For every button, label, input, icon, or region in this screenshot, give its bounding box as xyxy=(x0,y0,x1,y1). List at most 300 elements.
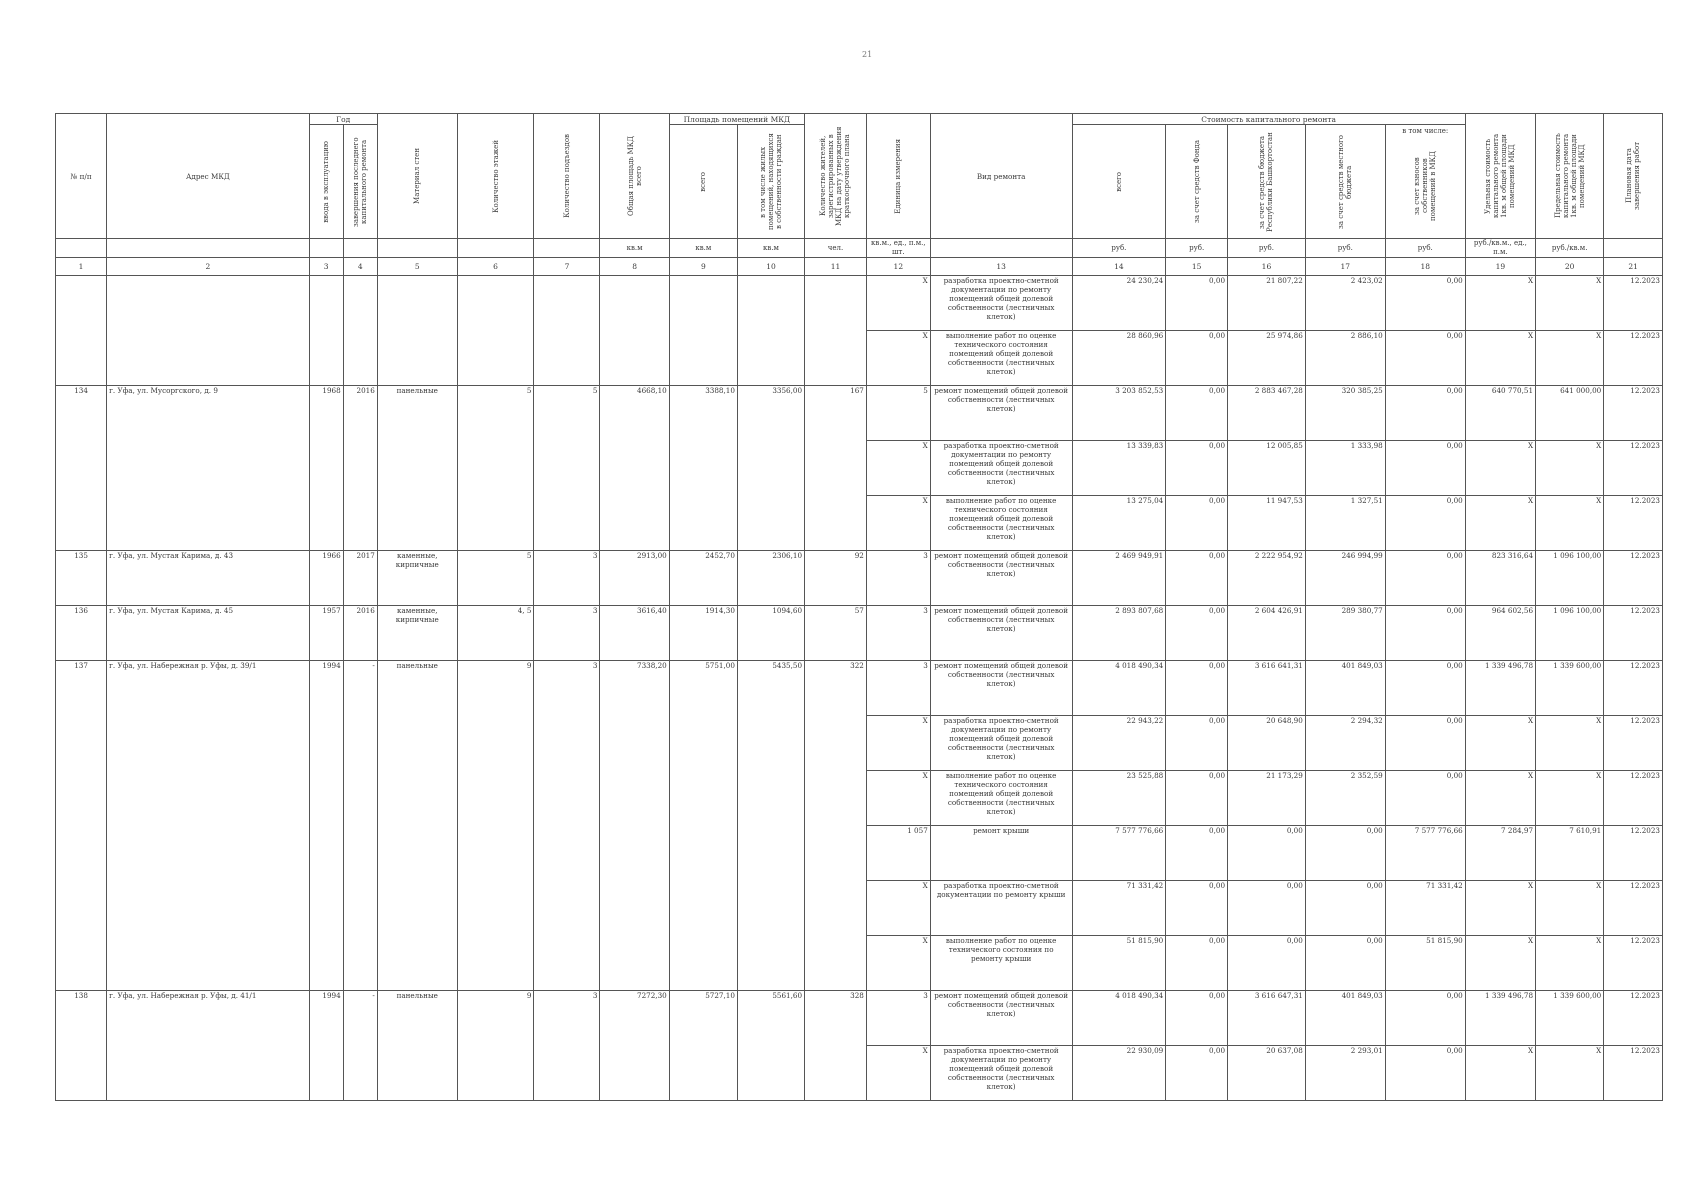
wall-material-cell xyxy=(377,331,457,386)
unit-measure-cell: X xyxy=(866,771,930,826)
unit-measure-cell: X xyxy=(866,276,930,331)
cost-owners-cell: 0,00 xyxy=(1385,496,1465,551)
area-total-cell xyxy=(669,881,737,936)
year-last-repair-cell xyxy=(343,936,377,991)
cost-total-cell: 71 331,42 xyxy=(1072,881,1166,936)
unit-measure-cell: X xyxy=(866,716,930,771)
work-type-cell: выполнение работ по оценке технического состояния помещений общей долевой собственности (лестничных клеток) xyxy=(930,331,1072,386)
wall-material-cell xyxy=(377,771,457,826)
wall-material-cell xyxy=(377,716,457,771)
cost-republic-cell: 3 616 641,31 xyxy=(1228,661,1306,716)
total-area-cell xyxy=(600,881,669,936)
year-last-repair-cell xyxy=(343,276,377,331)
area-residential-cell: 2306,10 xyxy=(737,551,804,606)
total-area-cell: 7272,30 xyxy=(600,991,669,1046)
cost-local-cell: 401 849,03 xyxy=(1305,661,1385,716)
year-last-repair-cell xyxy=(343,331,377,386)
area-residential-cell xyxy=(737,331,804,386)
planned-date-cell: 12.2023 xyxy=(1604,551,1663,606)
year-last-repair-cell xyxy=(343,881,377,936)
header-unit-measure: Единица измерения xyxy=(866,114,930,239)
floors-cell xyxy=(457,936,534,991)
cost-republic-cell: 2 883 467,28 xyxy=(1228,386,1306,441)
cost-local-cell: 2 423,02 xyxy=(1305,276,1385,331)
wall-material-cell: панельные xyxy=(377,991,457,1046)
cost-republic-cell: 21 173,29 xyxy=(1228,771,1306,826)
specific-cost-cell: X xyxy=(1465,276,1535,331)
work-type-cell: ремонт помещений общей долевой собственности (лестничных клеток) xyxy=(930,661,1072,716)
unit-cell xyxy=(457,239,534,258)
header-year-commission: ввода в эксплуатацию xyxy=(309,125,343,239)
planned-date-cell: 12.2023 xyxy=(1604,881,1663,936)
header-work-type: Вид ремонта xyxy=(930,114,1072,239)
max-cost-cell: 641 000,00 xyxy=(1536,386,1604,441)
area-residential-cell xyxy=(737,441,804,496)
address-cell: г. Уфа, ул. Мустая Карима, д. 45 xyxy=(107,606,309,661)
planned-date-cell: 12.2023 xyxy=(1604,441,1663,496)
unit-cell: кв.м xyxy=(737,239,804,258)
cost-owners-cell: 0,00 xyxy=(1385,1046,1465,1101)
row-number-cell: 134 xyxy=(56,386,107,441)
wall-material-cell xyxy=(377,826,457,881)
wall-material-cell xyxy=(377,1046,457,1101)
specific-cost-cell: X xyxy=(1465,771,1535,826)
cost-owners-cell: 0,00 xyxy=(1385,276,1465,331)
work-type-cell: выполнение работ по оценке технического состояния помещений общей долевой собственности (лестничных клеток) xyxy=(930,771,1072,826)
row-number-cell xyxy=(56,716,107,771)
cost-local-cell: 0,00 xyxy=(1305,881,1385,936)
cost-fund-cell: 0,00 xyxy=(1166,661,1228,716)
cost-local-cell: 2 293,01 xyxy=(1305,1046,1385,1101)
entrances-cell xyxy=(534,441,600,496)
floors-cell: 5 xyxy=(457,551,534,606)
floors-cell: 9 xyxy=(457,991,534,1046)
residents-cell: 57 xyxy=(805,606,867,661)
area-residential-cell xyxy=(737,881,804,936)
address-cell xyxy=(107,716,309,771)
year-last-repair-cell: - xyxy=(343,991,377,1046)
cost-local-cell: 2 886,10 xyxy=(1305,331,1385,386)
specific-cost-cell: X xyxy=(1465,496,1535,551)
cost-republic-cell: 3 616 647,31 xyxy=(1228,991,1306,1046)
area-total-cell xyxy=(669,1046,737,1101)
work-type-cell: разработка проектно-сметной документации по ремонту помещений общей долевой собственности (лестничных клеток) xyxy=(930,441,1072,496)
column-number-cell: 9 xyxy=(669,258,737,276)
unit-cell: кв.м xyxy=(600,239,669,258)
unit-measure-cell: X xyxy=(866,881,930,936)
table-row xyxy=(56,826,1663,881)
header-cost-owners: в том числе: за счет взносов собственников помещений в МКД xyxy=(1385,125,1465,239)
total-area-cell xyxy=(600,936,669,991)
area-total-cell xyxy=(669,331,737,386)
cost-republic-cell: 2 222 954,92 xyxy=(1228,551,1306,606)
unit-cell xyxy=(534,239,600,258)
year-last-repair-cell xyxy=(343,496,377,551)
entrances-cell xyxy=(534,716,600,771)
wall-material-cell xyxy=(377,441,457,496)
cost-owners-cell: 0,00 xyxy=(1385,386,1465,441)
table-row xyxy=(56,716,1663,771)
cost-fund-cell: 0,00 xyxy=(1166,881,1228,936)
unit-measure-cell: X xyxy=(866,331,930,386)
total-area-cell: 3616,40 xyxy=(600,606,669,661)
column-number-cell: 5 xyxy=(377,258,457,276)
floors-cell xyxy=(457,1046,534,1101)
year-last-repair-cell xyxy=(343,441,377,496)
column-number-cell: 19 xyxy=(1465,258,1535,276)
cost-republic-cell: 0,00 xyxy=(1228,826,1306,881)
floors-cell xyxy=(457,441,534,496)
unit-measure-cell: X xyxy=(866,1046,930,1101)
cost-owners-cell: 0,00 xyxy=(1385,551,1465,606)
year-last-repair-cell: 2017 xyxy=(343,551,377,606)
row-number-cell: 136 xyxy=(56,606,107,661)
cost-total-cell: 22 943,22 xyxy=(1072,716,1166,771)
residents-cell xyxy=(805,771,867,826)
cost-owners-cell: 0,00 xyxy=(1385,331,1465,386)
row-number-cell xyxy=(56,331,107,386)
total-area-cell xyxy=(600,496,669,551)
floors-cell xyxy=(457,276,534,331)
address-cell xyxy=(107,441,309,496)
cost-fund-cell: 0,00 xyxy=(1166,716,1228,771)
cost-total-cell: 51 815,90 xyxy=(1072,936,1166,991)
unit-cell xyxy=(309,239,343,258)
planned-date-cell: 12.2023 xyxy=(1604,1046,1663,1101)
address-cell: г. Уфа, ул. Набережная р. Уфы, д. 39/1 xyxy=(107,661,309,716)
unit-measure-cell: X xyxy=(866,496,930,551)
cost-fund-cell: 0,00 xyxy=(1166,551,1228,606)
year-commission-cell xyxy=(309,716,343,771)
area-total-cell xyxy=(669,716,737,771)
cost-owners-cell: 71 331,42 xyxy=(1385,881,1465,936)
row-number-cell xyxy=(56,881,107,936)
cost-republic-cell: 25 974,86 xyxy=(1228,331,1306,386)
area-residential-cell xyxy=(737,276,804,331)
row-number-cell xyxy=(56,936,107,991)
year-commission-cell xyxy=(309,276,343,331)
entrances-cell: 5 xyxy=(534,386,600,441)
table-row xyxy=(56,276,1663,331)
year-commission-cell xyxy=(309,496,343,551)
entrances-cell xyxy=(534,496,600,551)
work-type-cell: разработка проектно-сметной документации по ремонту помещений общей долевой собственности (лестничных клеток) xyxy=(930,716,1072,771)
cost-total-cell: 4 018 490,34 xyxy=(1072,991,1166,1046)
column-number-cell: 15 xyxy=(1166,258,1228,276)
unit-measure-cell: X xyxy=(866,441,930,496)
residents-cell xyxy=(805,881,867,936)
max-cost-cell: X xyxy=(1536,771,1604,826)
max-cost-cell: 1 339 600,00 xyxy=(1536,661,1604,716)
cost-republic-cell: 21 807,22 xyxy=(1228,276,1306,331)
residents-cell: 322 xyxy=(805,661,867,716)
area-total-cell xyxy=(669,826,737,881)
unit-measure-cell: 5 xyxy=(866,386,930,441)
max-cost-cell: 1 096 100,00 xyxy=(1536,606,1604,661)
max-cost-cell: 7 610,91 xyxy=(1536,826,1604,881)
repair-plan-table-wrapper xyxy=(55,113,1663,1101)
column-number-cell: 3 xyxy=(309,258,343,276)
row-number-cell xyxy=(56,441,107,496)
year-commission-cell xyxy=(309,771,343,826)
cost-local-cell: 320 385,25 xyxy=(1305,386,1385,441)
column-number-cell: 11 xyxy=(805,258,867,276)
column-number-cell: 6 xyxy=(457,258,534,276)
row-number-cell xyxy=(56,1046,107,1101)
residents-cell xyxy=(805,331,867,386)
cost-total-cell: 23 525,88 xyxy=(1072,771,1166,826)
cost-local-cell: 0,00 xyxy=(1305,826,1385,881)
cost-republic-cell: 2 604 426,91 xyxy=(1228,606,1306,661)
header-cost-fund: за счет средств Фонда xyxy=(1166,125,1228,239)
repair-plan-table xyxy=(55,113,1663,1101)
max-cost-cell: 1 339 600,00 xyxy=(1536,991,1604,1046)
units-row xyxy=(56,239,1663,258)
cost-local-cell: 401 849,03 xyxy=(1305,991,1385,1046)
total-area-cell xyxy=(600,276,669,331)
row-number-cell xyxy=(56,826,107,881)
column-number-cell: 14 xyxy=(1072,258,1166,276)
cost-total-cell: 22 930,09 xyxy=(1072,1046,1166,1101)
specific-cost-cell: 964 602,56 xyxy=(1465,606,1535,661)
wall-material-cell xyxy=(377,276,457,331)
total-area-cell: 2913,00 xyxy=(600,551,669,606)
work-type-cell: ремонт помещений общей долевой собственности (лестничных клеток) xyxy=(930,386,1072,441)
cost-fund-cell: 0,00 xyxy=(1166,991,1228,1046)
cost-total-cell: 4 018 490,34 xyxy=(1072,661,1166,716)
area-residential-cell xyxy=(737,826,804,881)
unit-measure-cell: 1 057 xyxy=(866,826,930,881)
year-commission-cell xyxy=(309,1046,343,1101)
row-number-cell: 137 xyxy=(56,661,107,716)
column-number-cell: 1 xyxy=(56,258,107,276)
residents-cell xyxy=(805,1046,867,1101)
cost-republic-cell: 20 648,90 xyxy=(1228,716,1306,771)
cost-total-cell: 24 230,24 xyxy=(1072,276,1166,331)
max-cost-cell: X xyxy=(1536,881,1604,936)
specific-cost-cell: 1 339 496,78 xyxy=(1465,991,1535,1046)
column-number-cell: 21 xyxy=(1604,258,1663,276)
header-area-group: Площадь помещений МКД xyxy=(669,114,804,125)
cost-total-cell: 3 203 852,53 xyxy=(1072,386,1166,441)
header-cost-group: Стоимость капитального ремонта xyxy=(1072,114,1465,125)
unit-cell xyxy=(377,239,457,258)
year-last-repair-cell xyxy=(343,826,377,881)
planned-date-cell: 12.2023 xyxy=(1604,276,1663,331)
wall-material-cell xyxy=(377,936,457,991)
max-cost-cell: X xyxy=(1536,1046,1604,1101)
address-cell xyxy=(107,276,309,331)
table-row xyxy=(56,331,1663,386)
residents-cell xyxy=(805,826,867,881)
header-total-area: Общая площадь МКД всего xyxy=(600,114,669,239)
max-cost-cell: X xyxy=(1536,716,1604,771)
unit-cell xyxy=(56,239,107,258)
year-last-repair-cell xyxy=(343,771,377,826)
unit-cell: руб./кв.м., ед., п.м. xyxy=(1465,239,1535,258)
residents-cell: 167 xyxy=(805,386,867,441)
wall-material-cell: каменные, кирпичные xyxy=(377,551,457,606)
area-residential-cell: 3356,00 xyxy=(737,386,804,441)
year-commission-cell xyxy=(309,881,343,936)
entrances-cell xyxy=(534,881,600,936)
planned-date-cell: 12.2023 xyxy=(1604,771,1663,826)
column-number-cell: 8 xyxy=(600,258,669,276)
unit-cell xyxy=(107,239,309,258)
row-number-cell: 138 xyxy=(56,991,107,1046)
specific-cost-cell: 1 339 496,78 xyxy=(1465,661,1535,716)
unit-measure-cell: 3 xyxy=(866,991,930,1046)
entrances-cell: 3 xyxy=(534,606,600,661)
planned-date-cell: 12.2023 xyxy=(1604,936,1663,991)
max-cost-cell: X xyxy=(1536,331,1604,386)
cost-total-cell: 28 860,96 xyxy=(1072,331,1166,386)
area-residential-cell xyxy=(737,771,804,826)
planned-date-cell: 12.2023 xyxy=(1604,386,1663,441)
work-type-cell: разработка проектно-сметной документации по ремонту помещений общей долевой собственности (лестничных клеток) xyxy=(930,276,1072,331)
unit-cell: кв.м xyxy=(669,239,737,258)
unit-measure-cell: 3 xyxy=(866,551,930,606)
cost-total-cell: 2 893 807,68 xyxy=(1072,606,1166,661)
cost-fund-cell: 0,00 xyxy=(1166,331,1228,386)
address-cell xyxy=(107,496,309,551)
year-last-repair-cell: - xyxy=(343,661,377,716)
cost-fund-cell: 0,00 xyxy=(1166,386,1228,441)
residents-cell xyxy=(805,441,867,496)
year-commission-cell: 1957 xyxy=(309,606,343,661)
year-commission-cell: 1994 xyxy=(309,991,343,1046)
work-type-cell: ремонт помещений общей долевой собственности (лестничных клеток) xyxy=(930,606,1072,661)
area-residential-cell: 1094,60 xyxy=(737,606,804,661)
address-cell xyxy=(107,771,309,826)
floors-cell: 9 xyxy=(457,661,534,716)
year-last-repair-cell: 2016 xyxy=(343,606,377,661)
column-number-cell: 13 xyxy=(930,258,1072,276)
cost-fund-cell: 0,00 xyxy=(1166,1046,1228,1101)
floors-cell: 4, 5 xyxy=(457,606,534,661)
row-number-cell xyxy=(56,276,107,331)
specific-cost-cell: X xyxy=(1465,441,1535,496)
cost-owners-cell: 0,00 xyxy=(1385,991,1465,1046)
unit-cell: кв.м., ед., п.м., шт. xyxy=(866,239,930,258)
year-last-repair-cell xyxy=(343,716,377,771)
cost-owners-cell: 0,00 xyxy=(1385,441,1465,496)
header-cost-republic: за счет средств бюджета Республики Башкортостан xyxy=(1228,125,1306,239)
address-cell xyxy=(107,1046,309,1101)
column-number-cell: 4 xyxy=(343,258,377,276)
column-number-cell: 2 xyxy=(107,258,309,276)
work-type-cell: выполнение работ по оценке технического состояния по ремонту крыши xyxy=(930,936,1072,991)
floors-cell xyxy=(457,496,534,551)
unit-measure-cell: 3 xyxy=(866,606,930,661)
row-number-cell xyxy=(56,496,107,551)
area-total-cell: 2452,70 xyxy=(669,551,737,606)
specific-cost-cell: X xyxy=(1465,936,1535,991)
cost-fund-cell: 0,00 xyxy=(1166,826,1228,881)
year-commission-cell: 1968 xyxy=(309,386,343,441)
total-area-cell xyxy=(600,441,669,496)
floors-cell xyxy=(457,331,534,386)
cost-local-cell: 246 994,99 xyxy=(1305,551,1385,606)
floors-cell xyxy=(457,881,534,936)
column-number-cell: 10 xyxy=(737,258,804,276)
wall-material-cell: каменные, кирпичные xyxy=(377,606,457,661)
unit-cell: руб. xyxy=(1385,239,1465,258)
cost-republic-cell: 12 005,85 xyxy=(1228,441,1306,496)
table-row xyxy=(56,496,1663,551)
cost-total-cell: 13 275,04 xyxy=(1072,496,1166,551)
cost-local-cell: 1 327,51 xyxy=(1305,496,1385,551)
table-body xyxy=(56,276,1663,1101)
work-type-cell: выполнение работ по оценке технического состояния помещений общей долевой собственности (лестничных клеток) xyxy=(930,496,1072,551)
total-area-cell xyxy=(600,826,669,881)
address-cell xyxy=(107,936,309,991)
column-number-cell: 12 xyxy=(866,258,930,276)
floors-cell xyxy=(457,826,534,881)
total-area-cell xyxy=(600,331,669,386)
cost-fund-cell: 0,00 xyxy=(1166,771,1228,826)
address-cell xyxy=(107,826,309,881)
area-residential-cell: 5561,60 xyxy=(737,991,804,1046)
unit-cell: руб. xyxy=(1305,239,1385,258)
planned-date-cell: 12.2023 xyxy=(1604,661,1663,716)
header-year-group: Год xyxy=(309,114,377,125)
entrances-cell xyxy=(534,276,600,331)
area-total-cell: 5727,10 xyxy=(669,991,737,1046)
cost-owners-cell: 0,00 xyxy=(1385,771,1465,826)
planned-date-cell: 12.2023 xyxy=(1604,991,1663,1046)
max-cost-cell: X xyxy=(1536,936,1604,991)
year-commission-cell xyxy=(309,936,343,991)
header-cost-local: за счет средств местного бюджета xyxy=(1305,125,1385,239)
header-max-cost: Предельная стоимость капитального ремонта 1кв. м общей площади помещений МКД xyxy=(1536,114,1604,239)
planned-date-cell: 12.2023 xyxy=(1604,826,1663,881)
wall-material-cell xyxy=(377,496,457,551)
header-address: Адрес МКД xyxy=(107,114,309,239)
entrances-cell: 3 xyxy=(534,551,600,606)
area-total-cell: 1914,30 xyxy=(669,606,737,661)
floors-cell: 5 xyxy=(457,386,534,441)
table-row xyxy=(56,881,1663,936)
unit-cell xyxy=(930,239,1072,258)
cost-local-cell: 2 294,32 xyxy=(1305,716,1385,771)
cost-republic-cell: 0,00 xyxy=(1228,881,1306,936)
table-row xyxy=(56,551,1663,606)
entrances-cell xyxy=(534,1046,600,1101)
area-total-cell: 5751,00 xyxy=(669,661,737,716)
residents-cell xyxy=(805,496,867,551)
year-commission-cell xyxy=(309,331,343,386)
work-type-cell: разработка проектно-сметной документации по ремонту помещений общей долевой собственности (лестничных клеток) xyxy=(930,1046,1072,1101)
column-number-cell: 20 xyxy=(1536,258,1604,276)
header-specific-cost: Удельная стоимость капитального ремонта 1кв. м общей площади помещений МКД xyxy=(1465,114,1535,239)
cost-fund-cell: 0,00 xyxy=(1166,441,1228,496)
header-area-total: всего xyxy=(669,125,737,239)
header-no: № п/п xyxy=(56,114,107,239)
cost-fund-cell: 0,00 xyxy=(1166,496,1228,551)
specific-cost-cell: 823 316,64 xyxy=(1465,551,1535,606)
address-cell: г. Уфа, ул. Набережная р. Уфы, д. 41/1 xyxy=(107,991,309,1046)
table-row xyxy=(56,606,1663,661)
max-cost-cell: X xyxy=(1536,496,1604,551)
max-cost-cell: X xyxy=(1536,276,1604,331)
residents-cell xyxy=(805,716,867,771)
entrances-cell xyxy=(534,936,600,991)
unit-cell: руб. xyxy=(1228,239,1306,258)
floors-cell xyxy=(457,771,534,826)
residents-cell: 92 xyxy=(805,551,867,606)
specific-cost-cell: X xyxy=(1465,881,1535,936)
